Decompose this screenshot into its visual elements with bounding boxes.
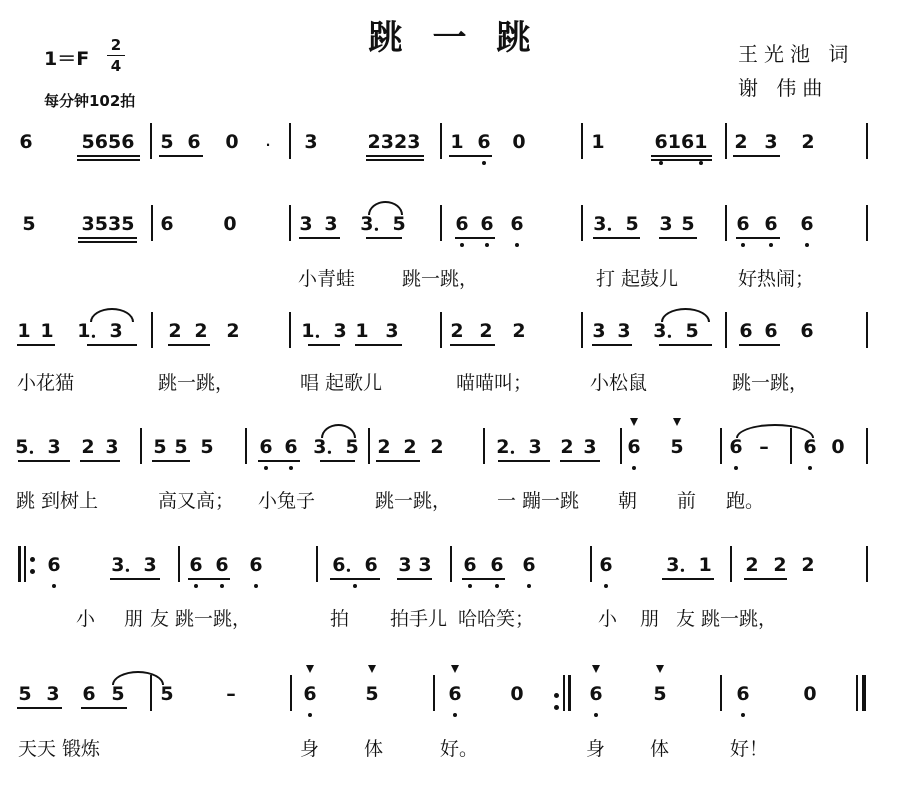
row3-note: 2 (226, 320, 240, 342)
row2-note: 6 (455, 213, 469, 235)
octave-dot-below (632, 466, 636, 470)
octave-dot-below (220, 584, 224, 588)
row5-lyric: 朋 (124, 608, 144, 630)
row6-note: 5 (160, 683, 174, 705)
repeat-dot (30, 557, 35, 562)
row4-note: – (759, 436, 769, 458)
underline-beam (560, 460, 600, 462)
row2-note: 3 (324, 213, 338, 235)
tie-arc (661, 308, 710, 322)
bar-line (245, 428, 247, 464)
underline-beam (450, 344, 495, 346)
row1-note: 1 (450, 131, 464, 153)
underline-beam (739, 344, 780, 346)
row5-note: 6 (522, 554, 536, 576)
row4-note: 3 (105, 436, 119, 458)
row3-note: 3．5 (653, 320, 699, 342)
row4-note: 5 (174, 436, 188, 458)
row1-note: 2 (734, 131, 748, 153)
row4-lyric: 高又高； (158, 490, 235, 512)
bar-line (581, 205, 583, 241)
row4-note: 0 (831, 436, 845, 458)
row6-lyric: 体 (650, 738, 670, 760)
repeat-start-thick (18, 546, 21, 582)
bar-line (140, 428, 142, 464)
row5-note: 6 (490, 554, 504, 576)
row6-note: 6 (736, 683, 750, 705)
row6-lyric: 天天 锻炼 (18, 738, 101, 760)
row6-note: 0 (803, 683, 817, 705)
row6-lyric: 好。 (440, 738, 479, 760)
row5-note: 6 (215, 554, 229, 576)
row3-note: 2 (512, 320, 526, 342)
bar-line (730, 546, 732, 582)
row3-lyric: 唱 起歌儿 (300, 372, 383, 394)
repeat-dot (554, 705, 559, 710)
underline-beam (733, 155, 780, 157)
row6-note: 5 (18, 683, 32, 705)
underline-beam (462, 578, 505, 580)
bar-line (368, 428, 370, 464)
row5-lyric: 哈哈笑； (458, 608, 535, 630)
row3-note: 3 (592, 320, 606, 342)
underline-beam (355, 344, 402, 346)
row3-note: 3 (385, 320, 399, 342)
row4-note: 5 (153, 436, 167, 458)
row4-note: 2 (377, 436, 391, 458)
row4-note: 2 (430, 436, 444, 458)
row6-lyric: 身 (586, 738, 606, 760)
underline-beam (366, 237, 402, 239)
row4-note: 3．5 (313, 436, 359, 458)
row5-note: 6 (47, 554, 61, 576)
bar-line (866, 428, 868, 464)
row1-dot: . (265, 135, 271, 149)
accent-mark (306, 665, 314, 673)
repeat-end-thin (563, 675, 565, 711)
row5-lyric: 小 (598, 608, 618, 630)
row5-note: 6 (249, 554, 263, 576)
row4-lyric: 小兔子 (258, 490, 316, 512)
octave-dot-below (808, 466, 812, 470)
octave-dot-below (485, 243, 489, 247)
row2-note: 3535 (81, 213, 135, 235)
row3-lyric: 喵喵叫； (456, 372, 533, 394)
octave-dot-below (453, 713, 457, 717)
row4-note: 2 (560, 436, 574, 458)
bar-line (150, 675, 152, 711)
row3-lyric: 跳一跳， (732, 372, 809, 394)
row5-lyric: 小 (76, 608, 96, 630)
row4-note: 6 (284, 436, 298, 458)
row2-lyric: 跳一跳， (402, 268, 479, 290)
row5-note: 3 (398, 554, 412, 576)
bar-line (620, 428, 622, 464)
bar-line (151, 312, 153, 348)
octave-dot-below (52, 584, 56, 588)
row5-lyric: 友 跳一跳， (150, 608, 252, 630)
underline-beam (455, 237, 495, 239)
composer-credit: 谢 伟曲 (738, 76, 829, 100)
bar-line (866, 205, 868, 241)
bar-line (483, 428, 485, 464)
row5-lyric: 友 跳一跳， (676, 608, 778, 630)
row4-note: 6 (729, 436, 743, 458)
row2-lyric: 打 起鼓儿 (596, 268, 679, 290)
octave-dot-below (468, 584, 472, 588)
octave-dot-below (734, 466, 738, 470)
octave-dot-below (741, 243, 745, 247)
row3-lyric: 跳一跳， (158, 372, 235, 394)
row5-note: 3．3 (111, 554, 157, 576)
underline-beam (662, 578, 714, 580)
accent-mark (673, 418, 681, 426)
tie-arc (112, 671, 164, 685)
octave-dot-below (264, 466, 268, 470)
bar-line (316, 546, 318, 582)
underline-beam (299, 237, 340, 239)
bar-line (866, 546, 868, 582)
row3-note: 1．3 (301, 320, 347, 342)
underline-beam (320, 460, 355, 462)
row1-note: 2323 (367, 131, 421, 153)
row2-note: 3．5 (593, 213, 639, 235)
octave-dot-below (741, 713, 745, 717)
row4-lyric: 朝 (618, 490, 638, 512)
row1-note: 0 (512, 131, 526, 153)
underline-beam (17, 707, 62, 709)
underline-beam (17, 344, 55, 346)
accent-mark (368, 665, 376, 673)
row5-note: 6 (599, 554, 613, 576)
row1-note: 3 (764, 131, 778, 153)
bar-line (289, 123, 291, 159)
row5-lyric: 朋 (640, 608, 660, 630)
underline-beam (366, 159, 424, 161)
row2-lyric: 小青蛙 (298, 268, 356, 290)
underline-beam (651, 155, 712, 157)
row1-note: 6 (19, 131, 33, 153)
row4-note: 3 (583, 436, 597, 458)
underline-beam (659, 237, 697, 239)
row6-lyric: 好！ (730, 738, 769, 760)
row2-note: 0 (223, 213, 237, 235)
final-bar-thick (862, 675, 866, 711)
underline-beam (397, 578, 432, 580)
bar-line (433, 675, 435, 711)
repeat-dot (554, 693, 559, 698)
row3-note: 2 (168, 320, 182, 342)
row3-note: 2 (450, 320, 464, 342)
tempo-marking: 每分钟102拍 (44, 92, 136, 110)
bar-line (450, 546, 452, 582)
row1-note: 5 (160, 131, 174, 153)
row3-lyric: 小松鼠 (590, 372, 648, 394)
row4-lyric: 跳 到树上 (16, 490, 99, 512)
underline-beam (188, 578, 230, 580)
underline-beam (81, 707, 127, 709)
row6-note: 0 (510, 683, 524, 705)
bar-line (866, 123, 868, 159)
underline-beam (80, 460, 120, 462)
row5-note: 6 (189, 554, 203, 576)
bar-line (790, 428, 792, 464)
octave-dot-below (594, 713, 598, 717)
row2-note: 3．5 (360, 213, 406, 235)
underline-beam (87, 344, 137, 346)
bar-line (151, 205, 153, 241)
row1-note: 5656 (81, 131, 135, 153)
row4-lyric: 跳一跳， (375, 490, 452, 512)
bar-line (150, 123, 152, 159)
octave-dot-below (194, 584, 198, 588)
row2-note: 5 (681, 213, 695, 235)
row6-note: 6 (303, 683, 317, 705)
row6-note: 5 (111, 683, 125, 705)
underline-beam (744, 578, 787, 580)
time-signature-top: 2 (110, 36, 122, 54)
tie-arc (90, 308, 134, 322)
accent-mark (656, 665, 664, 673)
row3-note: 3 (617, 320, 631, 342)
row2-note: 3 (659, 213, 673, 235)
underline-beam (592, 344, 632, 346)
repeat-end-thick (568, 675, 571, 711)
row3-note: 1．3 (77, 320, 123, 342)
accent-mark (451, 665, 459, 673)
underline-beam (77, 159, 140, 161)
underline-beam (168, 344, 210, 346)
octave-dot-below (515, 243, 519, 247)
row4-note: 2．3 (496, 436, 542, 458)
row4-note: 2 (81, 436, 95, 458)
octave-dot-below (495, 584, 499, 588)
underline-beam (449, 155, 492, 157)
key-signature: 1＝F (44, 48, 90, 70)
row6-note: 5 (365, 683, 379, 705)
row1-note: 0 (225, 131, 239, 153)
bar-line (440, 123, 442, 159)
underline-beam (152, 460, 190, 462)
row5-note: 3 (418, 554, 432, 576)
repeat-start-thin (24, 546, 26, 582)
row1-note: 6161 (654, 131, 708, 153)
row3-note: 6 (764, 320, 778, 342)
bar-line (440, 205, 442, 241)
octave-dot-below (659, 161, 663, 165)
octave-dot-below (254, 584, 258, 588)
bar-line (440, 312, 442, 348)
octave-dot-below (353, 584, 357, 588)
time-signature-bottom: 4 (110, 57, 122, 75)
row4-lyric: 跑。 (726, 490, 765, 512)
octave-dot-below (482, 161, 486, 165)
row3-note: 6 (739, 320, 753, 342)
bar-line (178, 546, 180, 582)
row6-note: – (226, 683, 236, 705)
repeat-dot (30, 569, 35, 574)
row2-note: 5 (22, 213, 36, 235)
row5-note: 3．1 (666, 554, 712, 576)
row6-note: 5 (653, 683, 667, 705)
octave-dot-below (308, 713, 312, 717)
row5-note: 2 (745, 554, 759, 576)
underline-beam (376, 460, 420, 462)
lyricist-credit: 王光池 词 (738, 42, 855, 66)
tie-arc (321, 424, 356, 438)
tie-arc (736, 424, 814, 438)
row2-note: 6 (736, 213, 750, 235)
row6-note: 3 (46, 683, 60, 705)
row4-note: 5 (670, 436, 684, 458)
octave-dot-below (805, 243, 809, 247)
row4-note: 2 (403, 436, 417, 458)
row6-note: 6 (589, 683, 603, 705)
row4-note: 6 (803, 436, 817, 458)
underline-beam (159, 155, 203, 157)
song-title: 跳一跳 (368, 18, 561, 58)
row4-lyric: 一 蹦一跳 (497, 490, 580, 512)
octave-dot-below (527, 584, 531, 588)
row1-note: 3 (304, 131, 318, 153)
bar-line (290, 675, 292, 711)
octave-dot-below (289, 466, 293, 470)
octave-dot-below (604, 584, 608, 588)
row5-note: 2 (773, 554, 787, 576)
row3-note: 2 (194, 320, 208, 342)
bar-line (581, 312, 583, 348)
underline-beam (366, 155, 424, 157)
row1-note: 1 (591, 131, 605, 153)
octave-dot-below (460, 243, 464, 247)
row3-note: 1 (17, 320, 31, 342)
underline-beam (330, 578, 380, 580)
row6-lyric: 体 (364, 738, 384, 760)
underline-beam (110, 578, 160, 580)
bar-line (581, 123, 583, 159)
bar-line (590, 546, 592, 582)
bar-line (725, 312, 727, 348)
row1-note: 6 (187, 131, 201, 153)
row4-lyric: 前 (677, 490, 697, 512)
row5-note: 6 (463, 554, 477, 576)
underline-beam (78, 241, 137, 243)
row3-note: 6 (800, 320, 814, 342)
row4-note: 5 (200, 436, 214, 458)
row5-note: 6．6 (332, 554, 378, 576)
underline-beam (659, 344, 712, 346)
row1-note: 2 (801, 131, 815, 153)
bar-line (720, 675, 722, 711)
accent-mark (630, 418, 638, 426)
accent-mark (592, 665, 600, 673)
underline-beam (736, 237, 780, 239)
time-signature-line (107, 55, 125, 56)
row5-note: 2 (801, 554, 815, 576)
row6-lyric: 身 (300, 738, 320, 760)
row3-note: 1 (40, 320, 54, 342)
underline-beam (18, 460, 70, 462)
row3-note: 2 (479, 320, 493, 342)
row6-note: 6 (82, 683, 96, 705)
row2-note: 3 (299, 213, 313, 235)
row2-note: 6 (160, 213, 174, 235)
row5-lyric: 拍 (330, 608, 350, 630)
octave-dot-below (699, 161, 703, 165)
bar-line (725, 205, 727, 241)
row4-note: 6 (259, 436, 273, 458)
bar-line (289, 312, 291, 348)
row1-note: 6 (477, 131, 491, 153)
underline-beam (593, 237, 640, 239)
row2-lyric: 好热闹； (738, 268, 815, 290)
bar-line (720, 428, 722, 464)
row2-note: 6 (800, 213, 814, 235)
row4-note: 6 (627, 436, 641, 458)
underline-beam (78, 237, 137, 239)
row5-lyric: 拍手儿 (390, 608, 448, 630)
bar-line (289, 205, 291, 241)
row4-note: 5．3 (15, 436, 61, 458)
underline-beam (77, 155, 140, 157)
underline-beam (258, 460, 300, 462)
time-signature (107, 36, 125, 75)
bar-line (866, 312, 868, 348)
underline-beam (308, 344, 340, 346)
row2-note: 6 (510, 213, 524, 235)
row3-lyric: 小花猫 (17, 372, 75, 394)
row3-note: 1 (355, 320, 369, 342)
octave-dot-below (769, 243, 773, 247)
bar-line (725, 123, 727, 159)
row6-note: 6 (448, 683, 462, 705)
row2-note: 6 (480, 213, 494, 235)
final-bar-thin (856, 675, 858, 711)
tie-arc (368, 201, 403, 215)
underline-beam (498, 460, 550, 462)
row2-note: 6 (764, 213, 778, 235)
